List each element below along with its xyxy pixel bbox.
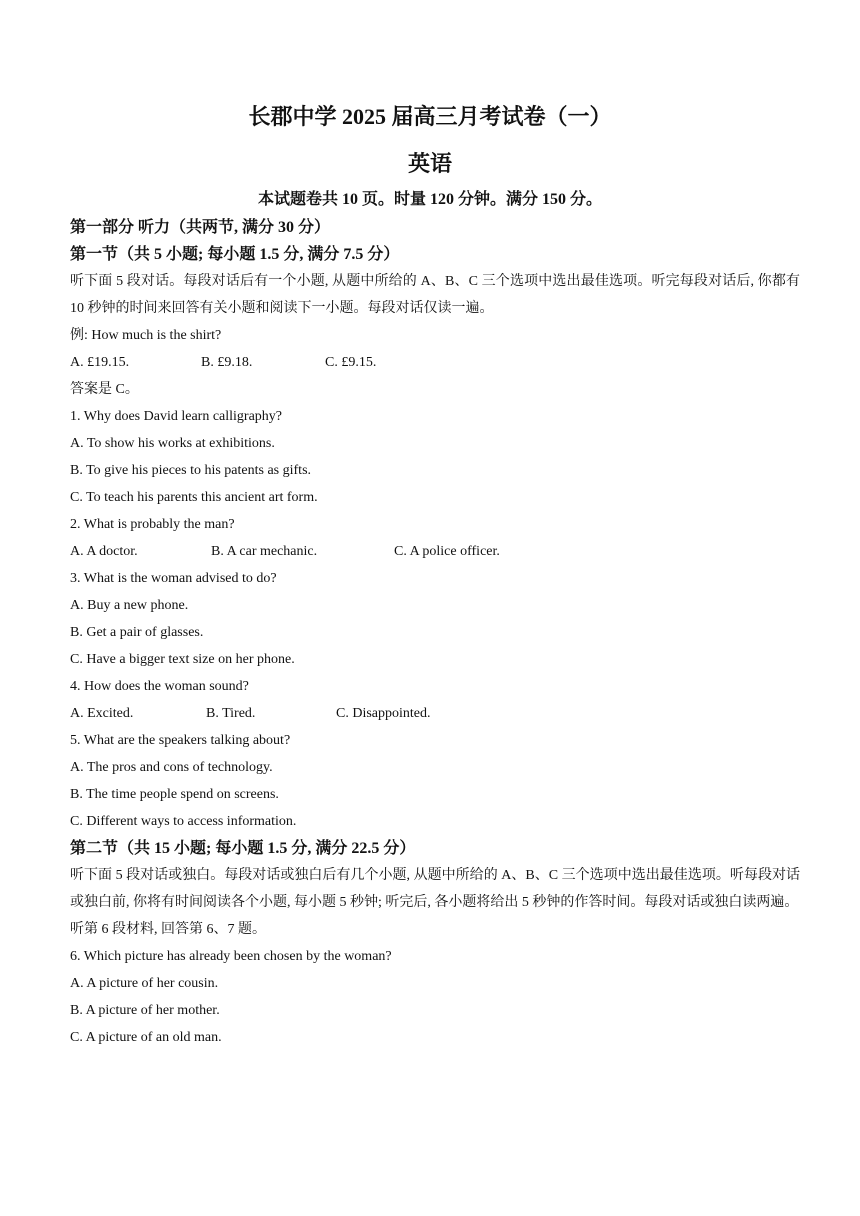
example-answer: 答案是 C。 [70, 382, 139, 397]
part1-heading: 第一部分 听力（共两节, 满分 30 分） [70, 219, 331, 236]
q1-option-b: B. To give his pieces to his patents as gifts. [70, 463, 312, 478]
q4-option-b: B. Tired. [206, 706, 256, 721]
q4-option-c: C. Disappointed. [336, 706, 431, 721]
q6-option-c: C. A picture of an old man. [70, 1030, 222, 1045]
q4-stem: 4. How does the woman sound? [70, 679, 249, 694]
q5-option-a: A. The pros and cons of technology. [70, 760, 273, 775]
q1-option-a: A. To show his works at exhibitions. [70, 436, 275, 451]
section1-heading: 第一节（共 5 小题; 每小题 1.5 分, 满分 7.5 分） [70, 246, 400, 263]
example-question: 例: How much is the shirt? [70, 328, 222, 343]
q3-option-b: B. Get a pair of glasses. [70, 625, 204, 640]
q2-option-b: B. A car mechanic. [211, 544, 318, 559]
q6-option-b: B. A picture of her mother. [70, 1003, 220, 1018]
q2-options [70, 538, 800, 565]
q5-option-b: B. The time people spend on screens. [70, 787, 279, 802]
q3-stem: 3. What is the woman advised to do? [70, 571, 277, 586]
q4-options [70, 700, 800, 727]
q2-option-a: A. A doctor. [70, 544, 138, 559]
example-option-b: B. £9.18. [201, 355, 253, 370]
example-option-c: C. £9.15. [325, 355, 377, 370]
section2-heading: 第二节（共 15 小题; 每小题 1.5 分, 满分 22.5 分） [70, 840, 416, 857]
q6-option-a: A. A picture of her cousin. [70, 976, 219, 991]
q5-option-c: C. Different ways to access information. [70, 814, 297, 829]
section1-instructions: 听下面 5 段对话。每段对话后有一个小题, 从题中所给的 A、B、C 三个选项中选出最佳选项。听完每段对话后, 你都有 10 秒钟的时间来回答有关小题和阅读下一小题。每段对话仅读一遍。 [70, 274, 800, 316]
exam-body [70, 214, 800, 1051]
exam-info: 本试题卷共 10 页。时量 120 分钟。满分 150 分。 [257, 191, 602, 208]
example-options [70, 349, 800, 376]
q2-stem: 2. What is probably the man? [70, 517, 235, 532]
q1-stem: 1. Why does David learn calligraphy? [70, 409, 283, 424]
section2-instructions: 听下面 5 段对话或独白。每段对话或独白后有几个小题, 从题中所给的 A、B、C 三个选项中选出最佳选项。听每段对话或独白前, 你将有时间阅读各个小题, 每小题 5 秒钟; 听完后, 各小题将给出 5 秒钟的作答时间。每段对话或独白读两遍。 [70, 868, 800, 910]
q5-stem: 5. What are the speakers talking about? [70, 733, 291, 748]
subject-title: 英语 [407, 151, 452, 176]
q1-option-c: C. To teach his parents this ancient art form. [70, 490, 318, 505]
q3-option-c: C. Have a bigger text size on her phone. [70, 652, 295, 667]
q2-option-c: C. A police officer. [394, 544, 500, 559]
material-note: 听第 6 段材料, 回答第 6、7 题。 [70, 922, 266, 937]
example-option-a: A. £19.15. [70, 355, 130, 370]
exam-title: 长郡中学 2025 届高三月考试卷（一） [248, 104, 612, 129]
q6-stem: 6. Which picture has already been chosen by the woman? [70, 949, 392, 964]
q3-option-a: A. Buy a new phone. [70, 598, 189, 613]
q4-option-a: A. Excited. [70, 706, 134, 721]
